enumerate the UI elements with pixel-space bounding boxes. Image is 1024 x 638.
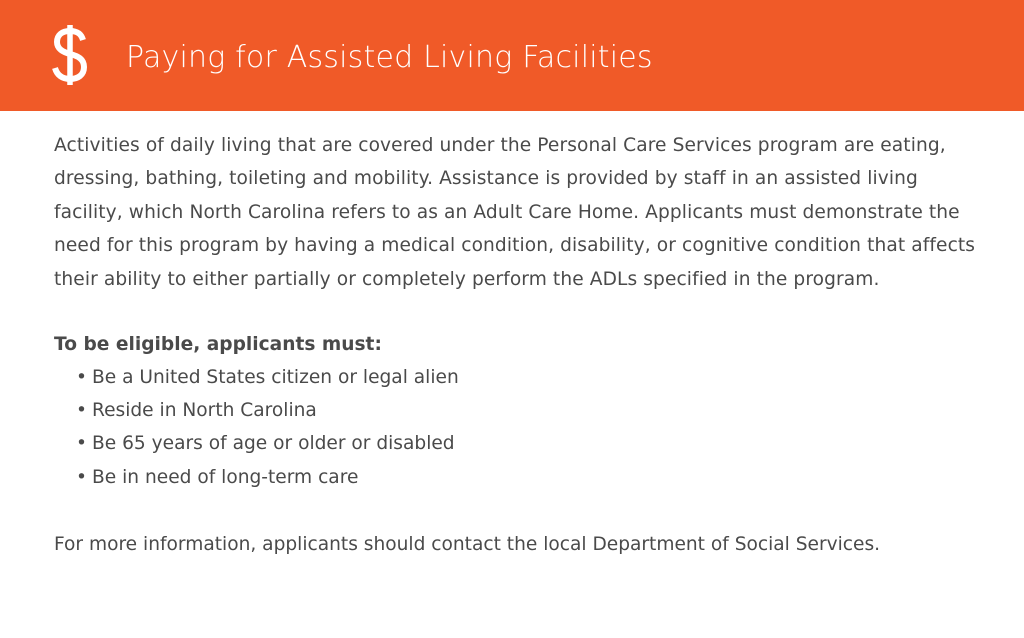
requirements-list: [54, 361, 984, 494]
bullet-icon: •: [76, 367, 87, 389]
list-item: [76, 361, 984, 394]
intro-paragraph: Activities of daily living that are covered under the Personal Care Services program are eating, dressing, bathing, toileting and mobility. Assistance is provided by staff in an assisted living facility, which North Carolina refers to as an Adult Care Home. Applicants must demonstrate the need for this program by having a medical condition, disability, or cognitive condition that affects their ability to either partially or completely perform the ADLs specified in the program.: [54, 135, 976, 290]
list-item: [76, 427, 984, 460]
bullet-icon: •: [76, 466, 87, 488]
main-content: [54, 129, 984, 561]
page-title: Paying for Assisted Living Facilities: [126, 40, 653, 75]
list-item: [76, 461, 984, 494]
header-banner: [0, 0, 1024, 111]
list-item-text: Be 65 years of age or older or disabled: [92, 433, 455, 455]
more-info-paragraph: For more information, applicants should contact the local Department of Social Services.: [54, 533, 881, 555]
list-item-text: Be a United States citizen or legal alien: [92, 367, 459, 389]
bullet-icon: •: [76, 400, 87, 422]
bullet-icon: •: [76, 433, 87, 455]
list-item: [76, 394, 984, 427]
list-item-text: Reside in North Carolina: [92, 400, 317, 422]
eligibility-heading: To be eligible, applicants must:: [54, 334, 382, 356]
list-item-text: Be in need of long-term care: [92, 466, 359, 488]
dollar-sign-icon: [50, 22, 90, 88]
